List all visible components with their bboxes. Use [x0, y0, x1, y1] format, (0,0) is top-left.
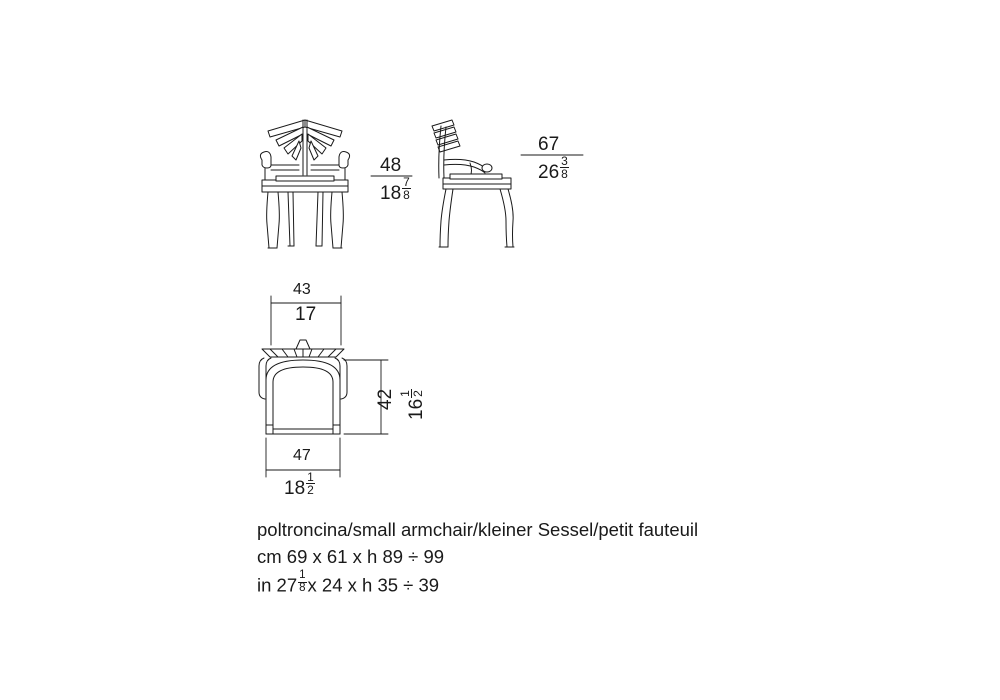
seat-height-dimension [380, 156, 411, 204]
seat-height-cm: 48 [380, 155, 402, 176]
caption-metric: cm 69 x 61 x h 89 ÷ 99 [257, 546, 445, 567]
plan-back-width-in: 17 [295, 304, 317, 325]
plan-back-width-cm: 43 [293, 281, 311, 298]
side-depth-cm: 67 [538, 134, 560, 155]
caption-title: poltroncina/small armchair/kleiner Sessel/petit fauteuil [257, 519, 699, 540]
caption-block [257, 516, 957, 599]
side-depth-in: 26 $\frac{3}{8}$ [538, 153, 568, 183]
plan-front-width-in: 18 $\frac{1}{2}$ [284, 470, 314, 499]
side-elevation-view [432, 120, 514, 247]
plan-front-width-cm: 47 [293, 447, 311, 464]
side-depth-dimension [538, 135, 569, 183]
caption-imperial: in 27 $\frac{1}{8}$ x 24 x h 35 ÷ 39 [257, 569, 440, 596]
plan-depth-cm: 42 [375, 388, 396, 410]
top-plan-view [259, 340, 347, 434]
plan-depth-in: 16 1 2 [398, 390, 427, 420]
front-elevation-view [260, 120, 349, 248]
seat-height-in: 18 $\frac{7}{8}$ [380, 174, 410, 204]
